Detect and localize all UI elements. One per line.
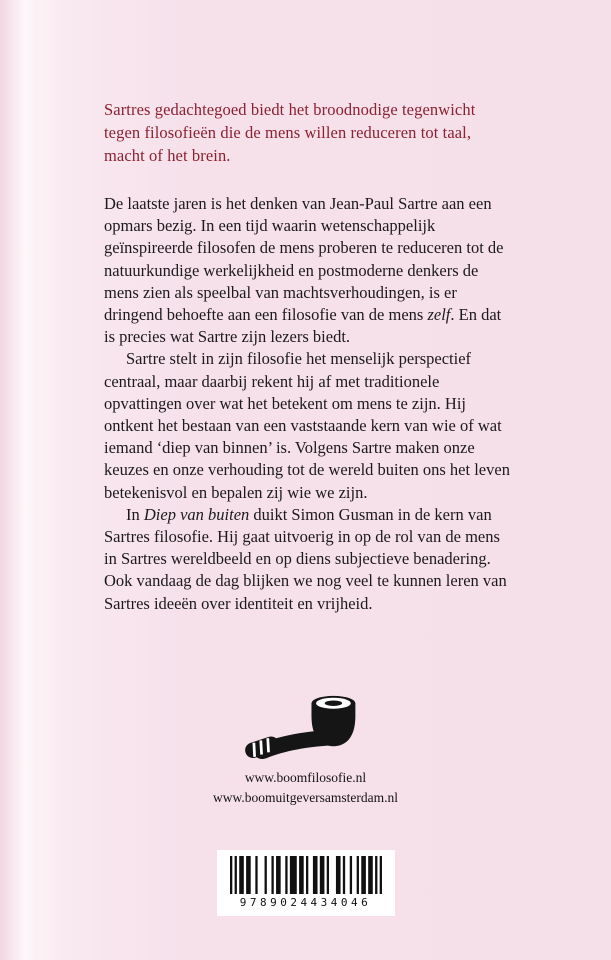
website-url: www.boomuitgeversamsterdam.nl <box>212 790 399 805</box>
cover-blurb: Sartres gedachtegoed biedt het broodnodige tegenwicht tegen filosofieën die de mens willen reduceren tot taal, macht of het brein. <box>104 100 476 165</box>
barcode <box>217 850 395 916</box>
website-url: www.boomfilosofie.nl <box>244 770 367 785</box>
cover-content <box>104 0 513 615</box>
paragraph: De laatste jaren is het denken van Jean-Paul Sartre aan een opmars bezig. In een tijd waarin wetenschappelijk geïnspireerde filosofen de mens proberen te reduceren tot de natuurkundige werkelijkheid en postmoderne denkers de mens zien als speelbal van machtsverhoudingen, is er dringend behoefte aan een filosofie van de mens zelf. En dat is precies wat Sartre zijn lezers biedt. <box>104 194 504 347</box>
paragraph: In Diep van buiten duikt Simon Gusman in de kern van Sartres filosofie. Hij gaat uitvoerig in op de rol van de mens in Sartres wereldbeeld en op diens subjectieve benadering. Ook vandaag de dag blijken we nog veel te kunnen leren van Sartres ideeën over identiteit en vrijheid. <box>104 504 507 613</box>
barcode-bars <box>230 856 382 894</box>
paragraph: Sartre stelt in zijn filosofie het menselijk perspectief centraal, maar daarbij rekent hij af met traditionele opvattingen over wat het betekent om mens te zijn. Hij ontkent het bestaan van een vaststaande kern van wie of wat iemand ‘diep van binnen’ is. Volgens Sartre maken onze keuzes en onze verhouding tot de wereld buiten ons het leven betekenisvol en bepalen zij wie we zijn. <box>104 349 510 502</box>
body-text <box>104 193 513 615</box>
isbn-number: 9789024434046 <box>239 896 372 909</box>
publisher-websites <box>0 768 611 808</box>
pipe-illustration <box>0 688 611 771</box>
pipe-icon <box>242 688 370 766</box>
